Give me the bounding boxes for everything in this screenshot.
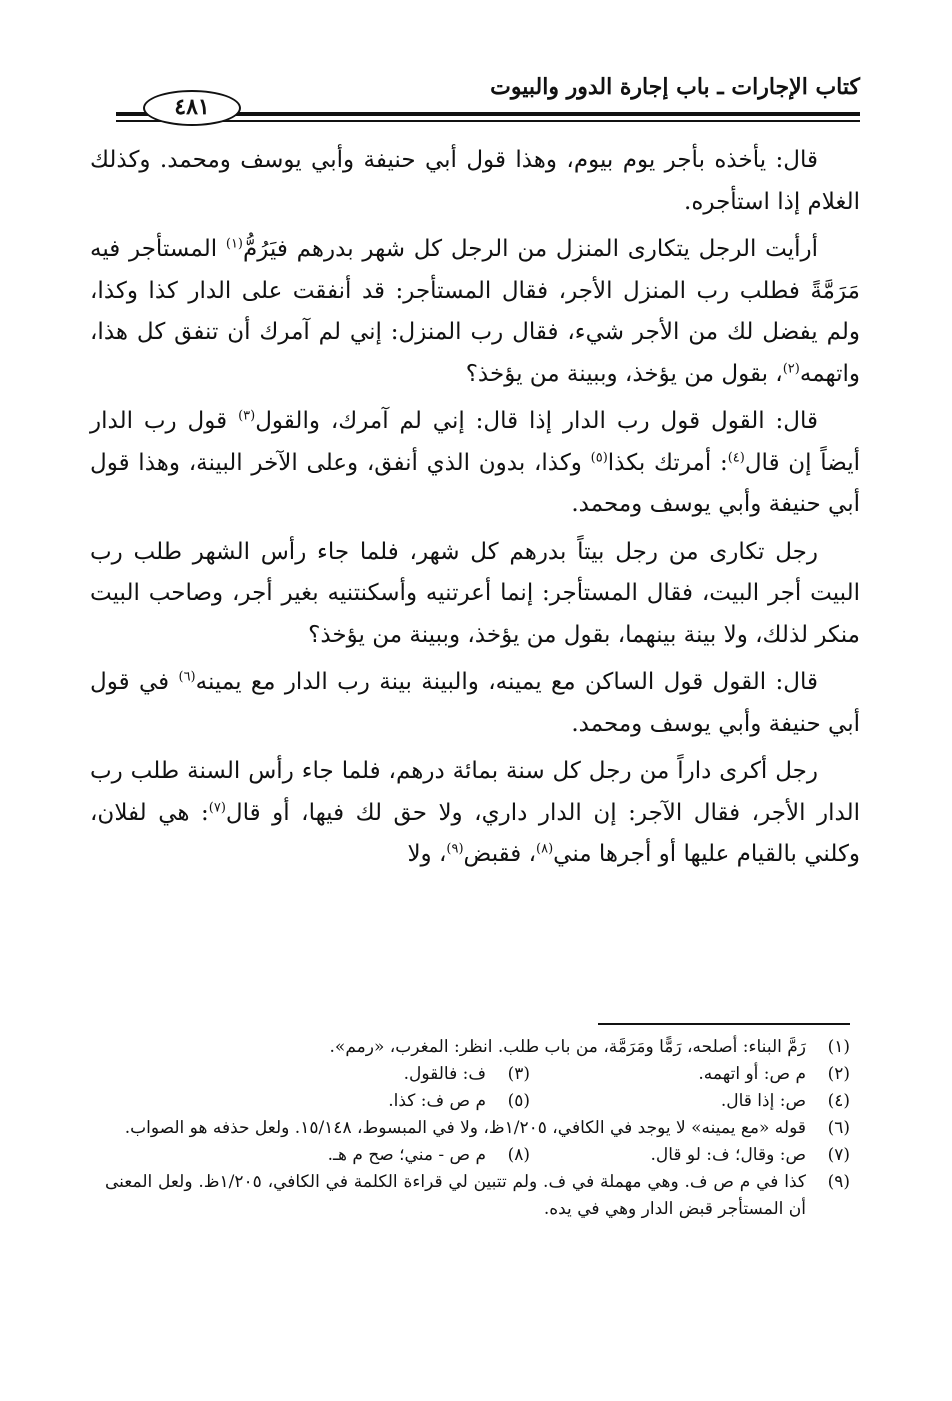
paragraph: قال: القول قول الساكن مع يمينه، والبينة بينة رب الدار مع يمينه$^{(٦)}$ في قول أبي حنيفة وأبي يوسف ومحمد. [90,669,860,737]
footnote: (٦) قوله «مع يمينه» لا يوجد في الكافي، ١/٢٠٥ظ، ولا في المبسوط، ١٥/١٤٨. ولعل حذفه هو الصواب. [124,1118,850,1138]
paragraph: قال: يأخذه بأجر يوم بيوم، وهذا قول أبي حنيفة وأبي يوسف ومحمد. وكذلك الغلام إذا استأجره. [90,147,860,215]
footnote-ref: (٨) [536,841,554,857]
footnote-ref: (٥) [590,449,608,465]
paragraph: قال: القول قول رب الدار إذا قال: إني لم آمرك، والقول$^{(٣)}$ قول رب الدار أيضاً إن قال$^{(٤)}$: أمرتك بكذا$^{(٥)}$ وكذا، بدون الذي أنفق، وعلى الآخر البينة، وهذا قول أبي حنيفة وأبي يوسف ومحمد. [90,408,861,517]
footnote: (٤) ص: إذا قال. [720,1091,850,1111]
footnote-separator [598,1023,850,1025]
footnote-ref: (٧) [208,799,226,815]
footnote-ref: (٢) [782,360,800,376]
footnote-row [105,1088,850,1115]
footnote-ref: (٤) [727,449,745,465]
paragraph: رجل أكرى داراً من رجل كل سنة بمائة درهم، فلما جاء رأس السنة طلب رب الدار الأجر، فقال الآجر: إن الدار داري، ولا حق لك فيها، أو قال$^{(٧)}$: هي لفلان، وكلني بالقيام عليها أو أجرها مني$^{(٨)}$، فقبض$^{(٩)}$، ولا [90,758,860,867]
footnote-ref: (٣) [238,408,256,424]
footnote: (٩) كذا في م ص ف. وهي مهملة في ف. ولم تتبين لي قراءة الكلمة في الكافي، ١/٢٠٥ظ. ولعل المعنى أن المستأجر قبض الدار وهي في يده. [105,1172,850,1219]
footnote-row [105,1142,850,1169]
main-text [90,140,860,882]
running-header-title: كتاب الإجارات ـ باب إجارة الدور والبيوت [490,74,860,100]
footnote: (٥) م ص ف: كذا. [388,1091,530,1111]
paragraph: أرأيت الرجل يتكارى المنزل من الرجل كل شهر بدرهم فيَرُمُّ$^{(١)}$ المستأجر فيه مَرَمَّةً فطلب رب المنزل الأجر، فقال المستأجر: قد أنفقت على الدار كذا وكذا، ولم يفضل لك من الأجر شيء، فقال رب المنزل: إني لم آمرك أن تنفق كل هذا، واتهمه$^{(٢)}$، بقول من يؤخذ، وببينة من يؤخذ؟ [90,236,860,387]
footnote-ref: (٩) [446,841,464,857]
footnote-row [105,1061,850,1088]
footnote-ref: (٦) [178,669,196,685]
footnote: (٣) ف: فالقول. [403,1064,530,1084]
paragraph: رجل تكارى من رجل بيتاً بدرهم كل شهر، فلما جاء رأس الشهر طلب رب البيت أجر البيت، فقال المستأجر: إنما أعرتنيه وأسكنتنيه بغير أجر، وصاحب البيت منكر لذلك، ولا بينة بينهما، بقول من يؤخذ، وببينة من يؤخذ؟ [90,538,860,648]
footnote: (٢) م ص: أو اتهمه. [698,1064,850,1084]
footnote: (٧) ص: وقال؛ ف: لو قال. [650,1145,850,1165]
page-number-badge: ٤٨١ [143,90,241,126]
footnote: (٨) م ص - مني؛ صح م هـ. [327,1145,530,1165]
footnote: (١) رَمَّ البناء: أصلحه، رَمًّا ومَرَمَّة، من باب طلب. انظر: المغرب، «رمم». [329,1037,850,1057]
footnote-ref: (١) [225,236,243,252]
footnotes [105,1034,850,1223]
